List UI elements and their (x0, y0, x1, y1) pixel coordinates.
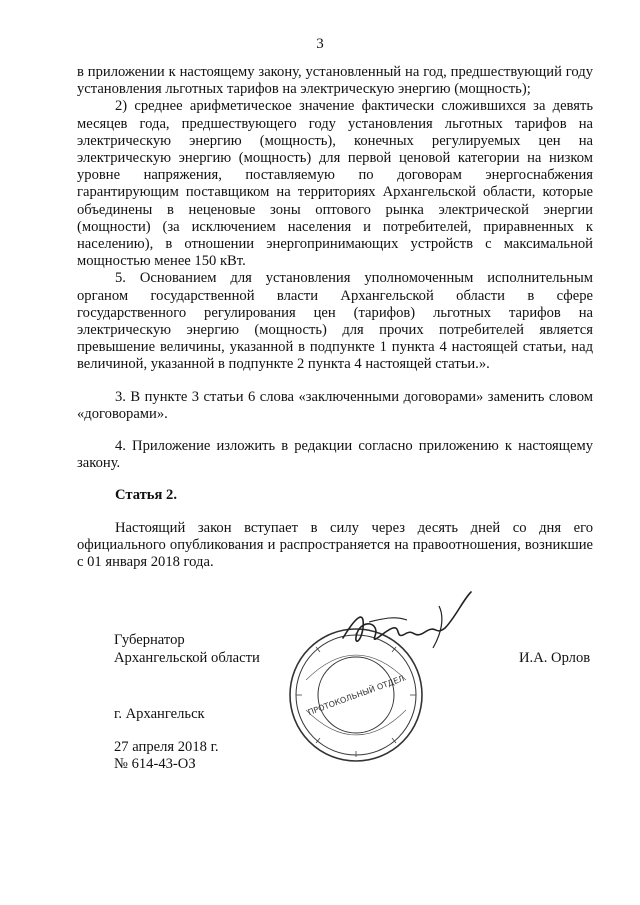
seal-text: ПРОТОКОЛЬНЫЙ ОТДЕЛ (306, 673, 406, 718)
paragraph-subpoint-2: 2) среднее арифметическое значение фактически сложившихся за девять месяцев года, предшествующего году установления льготных тарифов на электрическую энергию (мощность), конечных регулируемых цен на электрическую энергию (мощность) для первой ценовой категории на низком уровне напряжения, поставляемую по договорам энергоснабжения гарантирующим поставщиком на территориях Архангельской области, которые объединены в неценовые зоны оптового рынка электрической энергии (мощности) (за исключением населения и потребителей, приравненных к населению), в отношении энергопринимающих устройств с максимальной мощностью менее 150 кВт. (77, 98, 593, 270)
signatory-name: И.А. Орлов (519, 650, 591, 666)
paragraph-amendment-3: 3. В пункте 3 статьи 6 слова «заключенными договорами» заменить словом «договорами». (77, 388, 593, 422)
document-number: № 614-43-ОЗ (114, 756, 196, 772)
position-line-2: Архангельской области (114, 649, 260, 666)
document-body (77, 64, 593, 571)
paragraph-amendment-4: 4. Приложение изложить в редакции согласно приложению к настоящему закону. (77, 438, 593, 472)
page-number: 3 (316, 36, 324, 52)
document-date: 27 апреля 2018 г. (114, 739, 219, 755)
document-date-number (114, 739, 219, 773)
handwritten-signature (335, 588, 475, 658)
position-line-1: Губернатор (114, 632, 185, 648)
city-line: г. Архангельск (114, 706, 205, 722)
article-2-title: Статья 2. (115, 487, 177, 504)
paragraph-continuation: в приложении к настоящему закону, установленный на год, предшествующий году установления льготных тарифов на электрическую энергию (мощность); (77, 64, 593, 98)
paragraph-point-5: 5. Основанием для установления уполномоченным исполнительным органом государственной власти Архангельской области в сфере государственного регулирования цен (тарифов) льготных тарифов на электрическую энергию (мощность) для прочих потребителей является превышение величины, указанной в подпункте 1 пункта 4 настоящей статьи, над величиной, указанной в подпункте 2 пункта 4 настоящей статьи.». (77, 270, 593, 373)
signatory-position (114, 632, 260, 667)
article-2-text: Настоящий закон вступает в силу через десять дней со дня его официального опубликования и распространяется на правоотношения, возникшие с 01 января 2018 года. (77, 519, 593, 571)
